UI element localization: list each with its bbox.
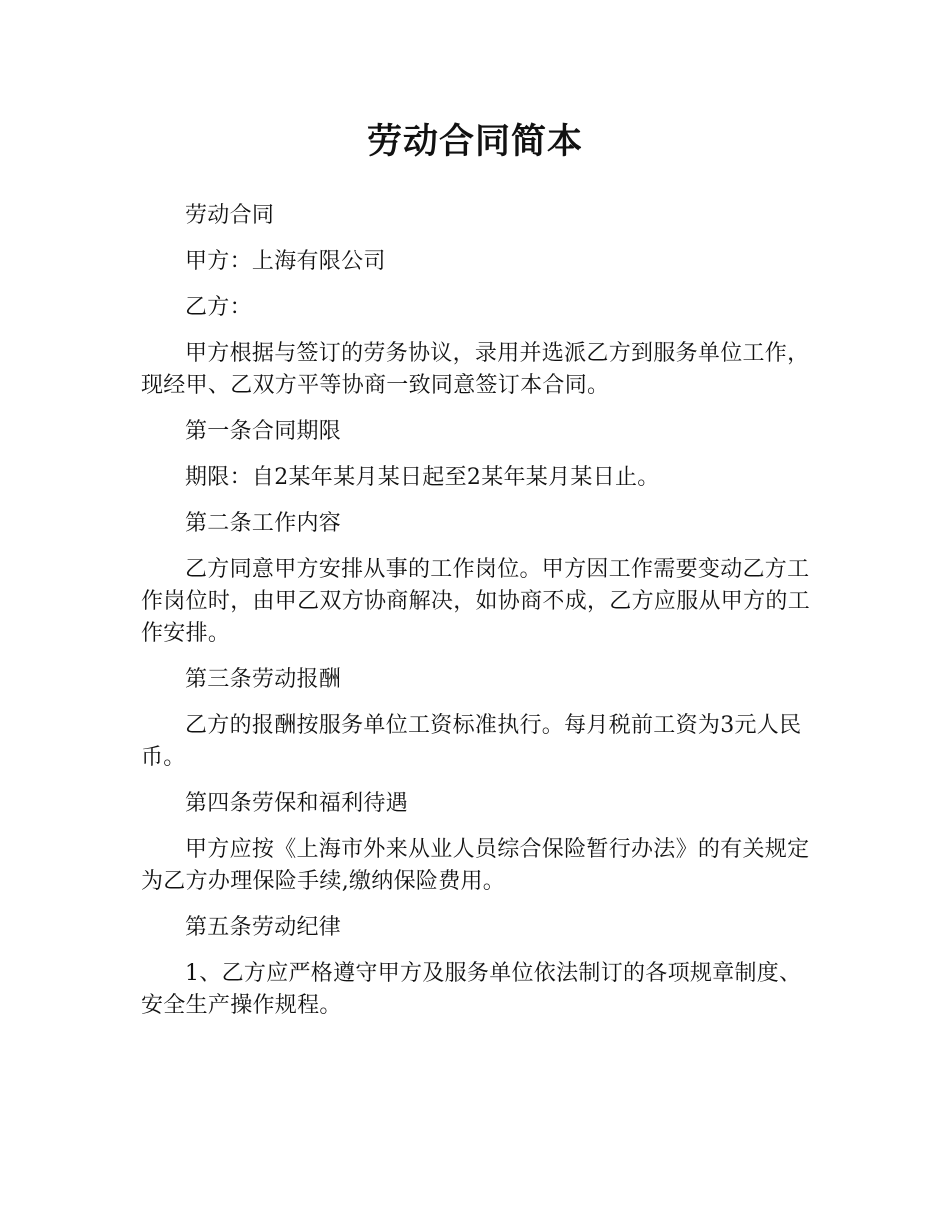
- article-5-text: 1、乙方应严格遵守甲方及服务单位依法制订的各项规章制度、安全生产操作规程。: [141, 961, 802, 1018]
- paragraph-intro: 甲方根据与签订的劳务协议，录用并选派乙方到服务单位工作，现经甲、乙双方平等协商一致同意签订本合同。: [141, 341, 810, 398]
- article-2-text: 乙方同意甲方安排从事的工作岗位。甲方因工作需要变动乙方工作岗位时，由甲乙双方协商解决，如协商不成，乙方应服从甲方的工作安排。: [141, 557, 811, 646]
- document-title: 劳动合同简本: [366, 122, 583, 162]
- article-5-heading: 第五条劳动纪律: [185, 915, 342, 940]
- article-3-heading: 第三条劳动报酬: [185, 667, 342, 692]
- article-3-text: 乙方的报酬按服务单位工资标准执行。每月税前工资为3元人民币。: [141, 713, 802, 770]
- paragraph-party-b: 乙方：: [185, 295, 252, 320]
- paragraph-heading: 劳动合同: [185, 203, 275, 228]
- article-2-heading: 第二条工作内容: [185, 511, 342, 536]
- paragraph-party-a: 甲方：上海有限公司: [185, 249, 386, 274]
- article-4-heading: 第四条劳保和福利待遇: [185, 791, 409, 816]
- document-body: [141, 200, 811, 1022]
- article-1-text: 期限：自2某年某月某日起至2某年某月某日止。: [185, 465, 660, 490]
- article-4-text: 甲方应按《上海市外来从业人员综合保险暂行办法》的有关规定为乙方办理保险手续,缴纳保险费用。: [141, 837, 810, 894]
- article-1-heading: 第一条合同期限: [185, 419, 342, 444]
